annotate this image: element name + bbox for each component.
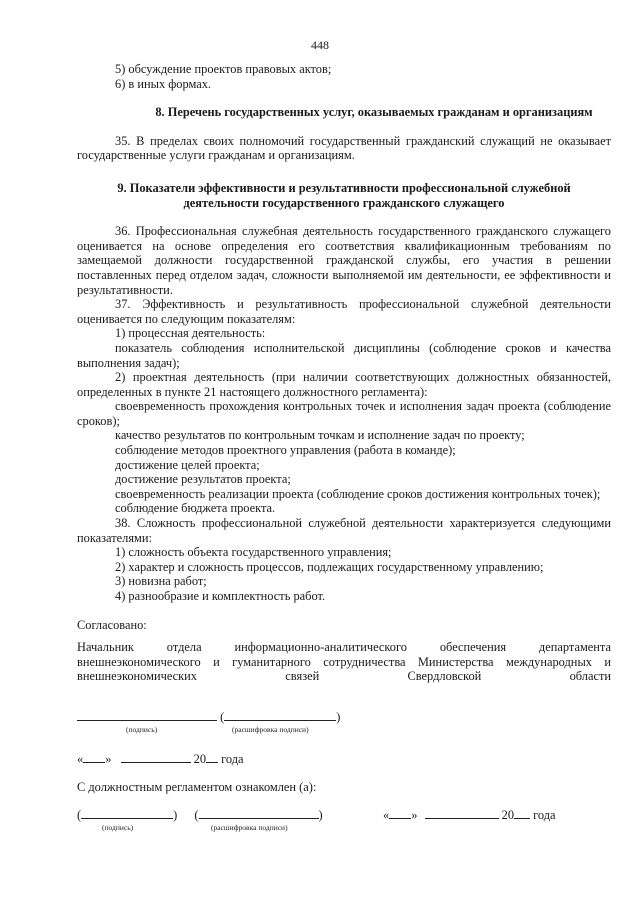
approval-label: Согласовано:: [77, 617, 147, 632]
paragraph-36: 36. Профессиональная служебная деятельность государственного гражданского служащего оценивается на основе определения его соответствия квалификационным требованиям по замещаемой должности государственной гражданской службы, его участия в решении поставленных перед отделом задач, сложности выполняемой им деятельности, ее эффективности и результативности.: [77, 224, 611, 297]
quote-open: «: [77, 752, 84, 766]
list-item: соблюдение бюджета проекта.: [115, 501, 276, 516]
section-heading: 9. Показатели эффективности и результативности профессиональной служебной: [117, 180, 571, 195]
signature-line[interactable]: [81, 806, 173, 819]
approver-position: Начальник отдела информационно-аналитического обеспечения департамента внешнеэкономического и гуманитарного сотрудничества Министерства международных и внешнеэкономических связей Свердловской области: [77, 640, 611, 684]
list-item: 2) характер и сложность процессов, подлежащих государственному управлению;: [115, 559, 544, 574]
decoding-line[interactable]: [199, 806, 319, 819]
page-number: 448: [311, 38, 329, 52]
decoding-caption: (расшифровка подписи): [232, 725, 309, 734]
approval-signature-row: ( ): [77, 708, 340, 725]
year-line[interactable]: [514, 806, 530, 819]
year-suffix: года: [221, 752, 244, 766]
decoding-caption: (расшифровка подписи): [211, 823, 288, 832]
month-line[interactable]: [121, 750, 191, 763]
list-item: показатель соблюдения исполнительской дисциплины (соблюдение сроков и качества выполнения задач);: [77, 340, 611, 370]
list-item: 6) в иных формах.: [115, 76, 212, 91]
list-item: 5) обсуждение проектов правовых актов;: [115, 62, 332, 76]
list-item: качество результатов по контрольным точкам и исполнение задач по проекту;: [115, 428, 525, 443]
list-item: 1) процессная деятельность:: [115, 326, 266, 341]
approval-date-row: [77, 750, 244, 767]
section-heading: 8. Перечень государственных услуг, оказываемых гражданам и организациям: [155, 105, 593, 120]
year-line[interactable]: [206, 750, 218, 763]
month-line[interactable]: [425, 806, 499, 819]
list-item: своевременность реализации проекта (соблюдение сроков достижения контрольных точек);: [115, 486, 601, 501]
list-item: достижение результатов проекта;: [115, 472, 291, 487]
paragraph-35: 35. В пределах своих полномочий государственный гражданский служащий не оказывает государственные услуги гражданам и организациям.: [77, 133, 611, 163]
quote-close: »: [411, 808, 418, 822]
section-heading: деятельности государственного гражданского служащего: [183, 195, 505, 210]
list-item: 3) новизна работ;: [115, 574, 207, 589]
day-line[interactable]: [389, 806, 411, 819]
year-prefix: 20: [501, 808, 515, 822]
day-line[interactable]: [83, 750, 105, 763]
decoding-line[interactable]: [224, 708, 336, 721]
quote-close: »: [105, 752, 112, 766]
paragraph-38: 38. Сложность профессиональной служебной деятельности характеризуется следующими показателями:: [77, 516, 611, 545]
list-item: своевременность прохождения контрольных точек и исполнения задач проекта (соблюдение сроков);: [77, 399, 611, 428]
list-item: 2) проектная деятельность (при наличии соответствующих должностных обязанностей, определенных в пункте 21 настоящего должностного регламента):: [77, 370, 611, 399]
signature-line[interactable]: [77, 708, 217, 721]
year-prefix: 20: [193, 752, 207, 766]
paragraph-37: 37. Эффективность и результативность профессиональной служебной деятельности оценивается по следующим показателям:: [77, 297, 611, 326]
acquaintance-signature-row: ( ) ( ): [77, 808, 323, 822]
list-item: соблюдение методов проектного управления (работа в команде);: [115, 443, 456, 458]
signature-caption: (подпись): [102, 823, 134, 832]
acquaintance-date-row: [383, 806, 556, 823]
list-item: 4) разнообразие и комплектность работ.: [115, 589, 326, 603]
year-suffix: года: [533, 808, 556, 822]
signature-caption: (подпись): [126, 725, 158, 734]
quote-open: «: [383, 808, 390, 822]
document-body: [77, 62, 611, 684]
acquaintance-label: С должностным регламентом ознакомлен (а):: [77, 780, 317, 794]
list-item: 1) сложность объекта государственного управления;: [115, 545, 392, 560]
list-item: достижение целей проекта;: [115, 457, 260, 472]
